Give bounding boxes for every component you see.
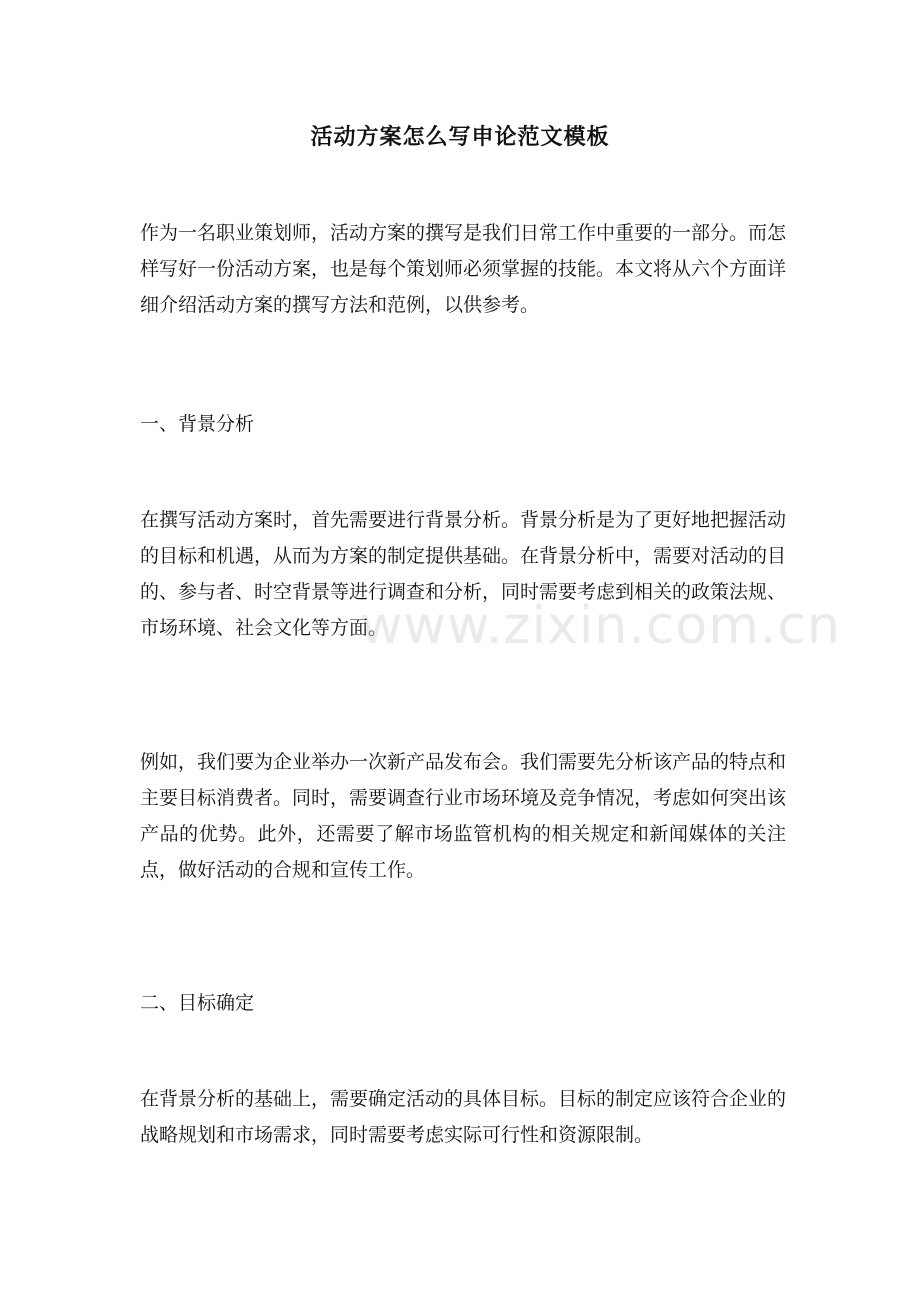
background-paragraph-2: 例如，我们要为企业举办一次新产品发布会。我们需要先分析该产品的特点和主要目标消费者。同时，需要调查行业市场环境及竞争情况，考虑如何突出该产品的优势。此外，还需要了解市场监管机构的相关规定和新闻媒体的关注点，做好活动的合规和宣传工作。: [140, 751, 787, 881]
document-title: 活动方案怎么写申论范文模板: [310, 124, 610, 150]
watermark: www.zixin.com.cn: [360, 596, 841, 656]
goals-paragraph-1: 在背景分析的基础上，需要确定活动的具体目标。目标的制定应该符合企业的战略规划和市场需求，同时需要考虑实际可行性和资源限制。: [140, 1088, 787, 1146]
background-paragraph-1: 在撰写活动方案时，首先需要进行背景分析。背景分析是为了更好地把握活动的目标和机遇，从而为方案的制定提供基础。在背景分析中，需要对活动的目的、参与者、时空背景等进行调查和分析，同时需要考虑到相关的政策法规、市场环境、社会文化等方面。: [140, 509, 787, 639]
intro-paragraph: 作为一名职业策划师，活动方案的撰写是我们日常工作中重要的一部分。而怎样写好一份活动方案，也是每个策划师必须掌握的技能。本文将从六个方面详细介绍活动方案的撰写方法和范例，以供参考。: [140, 222, 787, 316]
section-heading-goals: 二、目标确定: [140, 992, 255, 1014]
section-heading-background: 一、背景分析: [140, 413, 255, 435]
